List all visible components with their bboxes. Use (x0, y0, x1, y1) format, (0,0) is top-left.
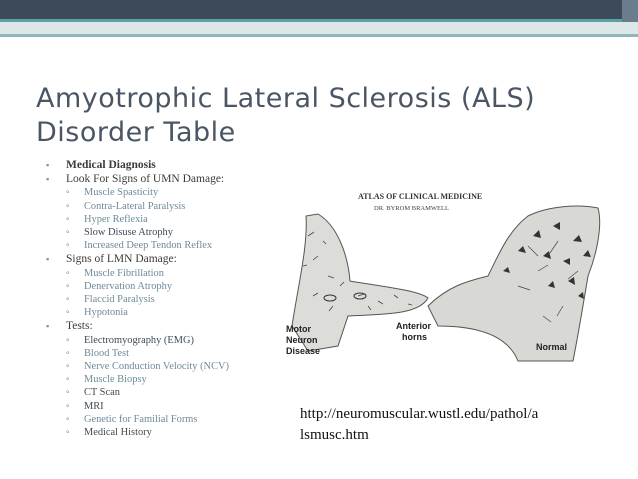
banner-corner-block (622, 0, 638, 22)
spinal-cord-figure (278, 186, 615, 372)
source-url[interactable] (300, 404, 620, 446)
bullet-umn: ▪ Look For Signs of UMN Damage: (44, 172, 304, 186)
sub-bullet: ◦ Genetic for Familial Forms (44, 413, 304, 426)
label-motor: Motor (286, 324, 311, 334)
label-horns: horns (402, 332, 428, 342)
bullet-lmn: ▪ Signs of LMN Damage: (44, 252, 304, 266)
label-anterior: Anterior (396, 321, 432, 331)
sub-bullet: ◦ Slow Disuse Atrophy (44, 226, 304, 239)
sub-bullet: ◦ Hypotonia (44, 306, 304, 319)
top-banner (0, 0, 638, 22)
header-stripe-line (0, 34, 638, 37)
sub-bullet: ◦ CT Scan (44, 386, 304, 399)
bullet-medical-diagnosis: ▪ Medical Diagnosis (44, 158, 304, 172)
header-stripe (0, 22, 638, 34)
sub-bullet: ◦ Nerve Conduction Velocity (NCV) (44, 360, 304, 373)
sub-bullet: ◦ Denervation Atrophy (44, 280, 304, 293)
figure-author: DR. BYROM BRAMWELL (374, 205, 449, 212)
spinal-cord-illustration (278, 186, 615, 372)
sub-bullet: ◦ Flaccid Paralysis (44, 293, 304, 306)
sub-bullet: ◦ Blood Test (44, 347, 304, 360)
bullet-list (44, 158, 304, 439)
bullet-tests: ▪ Tests: (44, 319, 304, 333)
sub-bullet: ◦ Contra-Lateral Paralysis (44, 200, 304, 213)
source-url-line2: lsmusc.htm (300, 427, 369, 443)
sub-bullet: ◦ Muscle Spasticity (44, 186, 304, 199)
label-normal: Normal (536, 342, 568, 352)
sub-bullet: ◦ Medical History (44, 426, 304, 439)
sub-bullet: ◦ Muscle Fibrillation (44, 267, 304, 280)
label-disease: Disease (286, 346, 321, 356)
sub-bullet: ◦ Hyper Reflexia (44, 213, 304, 226)
label-neuron: Neuron (286, 335, 318, 345)
sub-bullet: ◦ Increased Deep Tendon Reflex (44, 239, 304, 252)
slide-title: Amyotrophic Lateral Sclerosis (ALS) Disorder Table (36, 83, 536, 148)
figure-header: ATLAS OF CLINICAL MEDICINE (358, 192, 483, 201)
sub-bullet: ◦ MRI (44, 400, 304, 413)
sub-bullet: ◦ Electromyography (EMG) (44, 334, 304, 347)
source-url-line1: http://neuromuscular.wustl.edu/pathol/a (300, 406, 539, 422)
sub-bullet: ◦ Muscle Biopsy (44, 373, 304, 386)
